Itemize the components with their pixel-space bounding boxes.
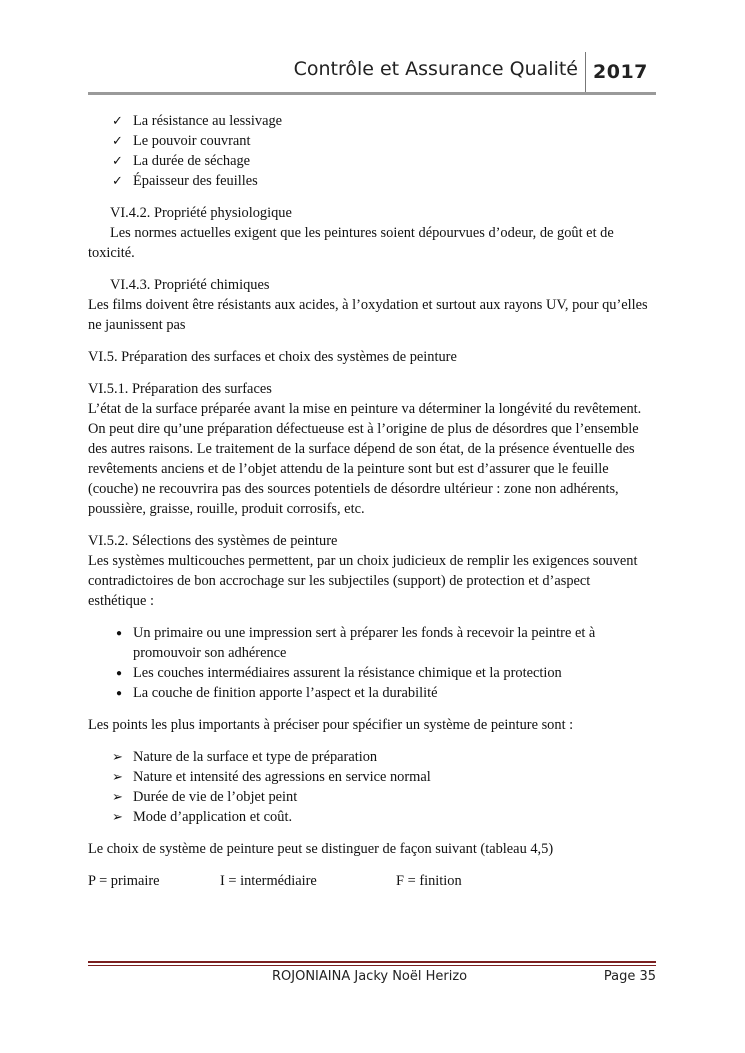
paragraph: Le choix de système de peinture peut se distinguer de façon suivant (tableau 4,5) (88, 841, 554, 857)
arrow-icon: ➢ (112, 789, 123, 804)
choice-paragraph (88, 839, 648, 859)
paragraph: Les normes actuelles exigent que les peintures soient dépourvues d’odeur, de goût et de toxicité. (88, 225, 614, 261)
arrow-icon: ➢ (112, 809, 123, 824)
checkmark-icon: ✓ (112, 173, 123, 188)
checkmark-icon: ✓ (112, 133, 123, 148)
footer-rule (88, 961, 656, 963)
header-rule (88, 92, 656, 95)
legend-primaire: P = primaire (88, 873, 160, 889)
section-physiologique (88, 203, 648, 263)
section-preparation-surfaces (88, 379, 648, 519)
section-heading: VI.5.2. Sélections des systèmes de peinture (88, 533, 338, 549)
paragraph: Les films doivent être résistants aux acides, à l’oxydation et surtout aux rayons UV, pour qu’elles ne jaunissent pas (88, 297, 648, 333)
footer-rule-thin (88, 965, 656, 966)
bullet-list (88, 623, 648, 703)
legend-intermediaire: I = intermédiaire (220, 873, 317, 889)
arrow-list (88, 747, 648, 827)
footer-author: ROJONIAINA Jacky Noël Herizo (272, 969, 468, 984)
list-item: ➢ Durée de vie de l’objet peint (112, 789, 298, 805)
paragraph: L’état de la surface préparée avant la mise en peinture va déterminer la longévité du revêtement. On peut dire qu’une préparation défectueuse est à l’origine de plus de désordres que l’ensemble des autres raisons. Le traitement de la surface dépend de son état, de la présence éventuelle des revêtements anciens et de l’objet attendu de la peinture sont but est d’assurer que le feuille (couche) ne recouvrira pas des sources potentiels de désordre ultérieur : zone non adhérents, poussière, graisse, rouille, produit corrosifs, etc. (88, 401, 642, 517)
legend-finition: F = finition (396, 873, 462, 889)
header-divider (585, 52, 586, 92)
section-selection-systemes (88, 531, 648, 611)
paragraph: Les points les plus importants à préciser pour spécifier un système de peinture sont : (88, 717, 574, 733)
list-item: ✓ Le pouvoir couvrant (112, 133, 251, 149)
list-item: ✓ Épaisseur des feuilles (112, 173, 258, 189)
header-title: Contrôle et Assurance Qualité (293, 58, 578, 80)
list-item: ● Les couches intermédiaires assurent la résistance chimique et la protection (88, 663, 648, 683)
points-intro (88, 715, 648, 735)
list-item: ● La couche de finition apporte l’aspect et la durabilité (88, 683, 648, 703)
list-item: ✓ La durée de séchage (112, 153, 251, 169)
bullet-icon: ● (116, 688, 123, 699)
list-item: ➢ Nature de la surface et type de préparation (112, 749, 378, 765)
section-heading: VI.5.1. Préparation des surfaces (88, 381, 272, 397)
legend-line (88, 871, 648, 891)
checkmark-list (88, 111, 648, 191)
page-content (88, 111, 648, 891)
section-heading: VI.5. Préparation des surfaces et choix des systèmes de peinture (88, 349, 457, 365)
checkmark-icon: ✓ (112, 113, 123, 128)
checkmark-icon: ✓ (112, 153, 123, 168)
bullet-icon: ● (116, 668, 123, 679)
paragraph: Les systèmes multicouches permettent, par un choix judicieux de remplir les exigences souvent contradictoires de bon accrochage sur les subjectiles (support) de protection et d’aspect esthétique : (88, 553, 638, 609)
bullet-icon: ● (116, 628, 123, 639)
section-preparation-heading (88, 347, 648, 367)
list-item: ➢ Nature et intensité des agressions en service normal (112, 769, 431, 785)
section-chimiques (88, 275, 648, 335)
section-heading: VI.4.3. Propriété chimiques (110, 277, 270, 293)
section-heading: VI.4.2. Propriété physiologique (110, 205, 292, 221)
list-item: ➢ Mode d’application et coût. (112, 809, 293, 825)
arrow-icon: ➢ (112, 769, 123, 784)
page-number: Page 35 (603, 969, 656, 984)
header-year: 2017 (593, 61, 648, 83)
list-item: ✓ La résistance au lessivage (112, 113, 283, 129)
list-item: ● Un primaire ou une impression sert à préparer les fonds à recevoir la peintre et à promouvoir son adhérence (116, 625, 596, 661)
arrow-icon: ➢ (112, 749, 123, 764)
